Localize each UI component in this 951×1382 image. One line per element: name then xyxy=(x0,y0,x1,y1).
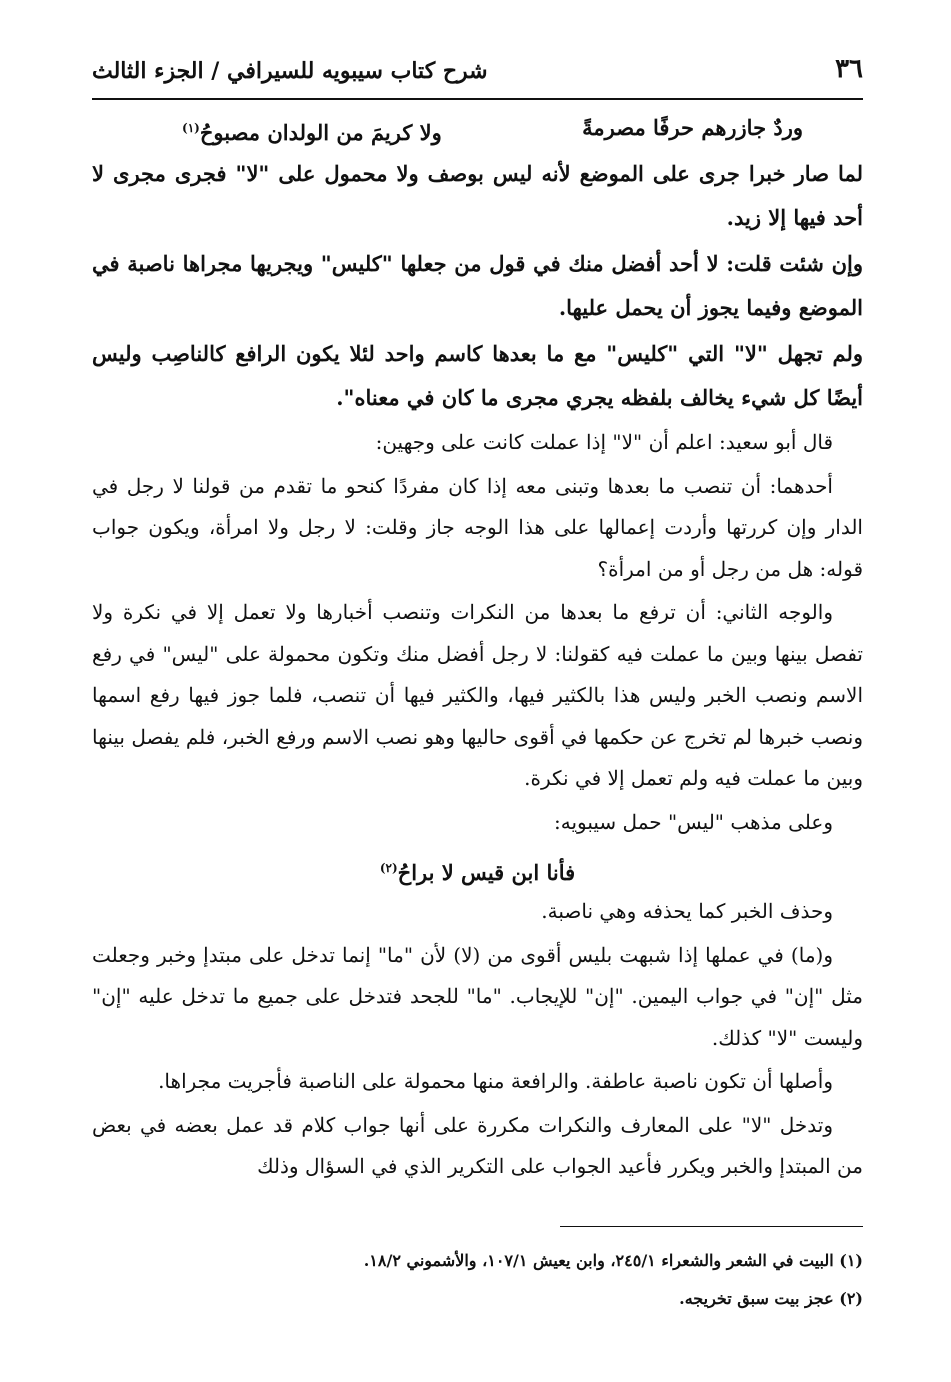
main-text xyxy=(92,104,863,1190)
page-header xyxy=(92,50,863,100)
paragraph: ولم تجهل "لا" التي "كليس" مع ما بعدها كاسم واحد لئلا يكون الرافع كالناصِب وليس أيضًا كل شيء يخالف بلفظه يجري مجرى ما كان في معناه". xyxy=(92,341,863,410)
paragraph: والوجه الثاني: أن ترفع ما بعدها من النكرات وتنصب أخبارها ولا تعمل إلا في نكرة ولا تفصل بينها وبين ما عملت فيه كقولنا: لا رجل أفضل منك وتكون محمولة على "ليس" في رفع الاسم ونصب الخبر وليس هذا بالكثير فيها، والكثير فيها أن تنصب، فلما جوز فيها رفع اسمها ونصب خبرها لم تخرج عن حكمها في أقوى حاليها وهو نصب الاسم ورفع الخبر، فلم يفصل بينها وبين ما عملت فيه ولم تعمل إلا في نكرة. xyxy=(92,600,863,790)
footnote-2: (٢) عجز بيت سبق تخريجه. xyxy=(679,1289,863,1308)
verse-hemistich-first: وردٌ جازرهم حرفًا مصرمةً xyxy=(582,115,803,140)
paragraph: وإن شئت قلت: لا أحد أفضل منك في قول من جعلها "كليس" ويجريها مجراها ناصبة في الموضع وفيما يجوز أن يحمل عليها. xyxy=(92,251,863,320)
page-number: ٣٦ xyxy=(835,54,863,84)
paragraph: وحذف الخبر كما يحذفه وهي ناصبة. xyxy=(541,899,833,923)
paragraph: قال أبو سعيد: اعلم أن "لا" إذا عملت كانت على وجهين: xyxy=(375,430,833,454)
verse-hemistich-second xyxy=(182,104,442,152)
footnotes xyxy=(92,1242,863,1318)
verse-text: فأنا ابن قيس لا براحُ xyxy=(397,860,576,885)
footnote-1: (١) البيت في الشعر والشعراء ٢٤٥/١، وابن يعيش ١٠٧/١، والأشموني ١٨/٢. xyxy=(363,1251,863,1270)
verse-hemistich-second-text: ولا كريمَ من الولدان مصبوحُ xyxy=(199,120,442,145)
paragraph: وأصلها أن تكون ناصبة عاطفة. والرافعة منها محمولة على الناصبة فأجريت مجراها. xyxy=(158,1069,833,1093)
footnote-ref-2[interactable]: (٢) xyxy=(379,861,398,875)
verse-line-centered xyxy=(92,845,863,891)
verse-line xyxy=(92,104,863,152)
paragraph: لما صار خبرا جرى على الموضع لأنه ليس بوصف ولا محمول على "لا" فجرى مجرى لا أحد فيها إلا زيد. xyxy=(92,161,863,230)
paragraph: وتدخل "لا" على المعارف والنكرات مكررة على أنها جواب كلام قد عمل بعضه في بعض من المبتدإ والخبر ويكرر فأعيد الجواب على التكرير الذي في السؤال وذلك xyxy=(92,1112,863,1178)
running-title: شرح كتاب سيبويه للسيرافي / الجزء الثالث xyxy=(92,58,488,84)
paragraph: أحدهما: أن تنصب ما بعدها وتبنى معه إذا كان مفردًا كنحو ما تقدم من قولنا لا رجل في الدار وإن كررتها وأردت إعمالها على هذا الوجه جاز وقلت: لا رجل ولا امرأة، ويكون جواب قوله: هل من رجل أو من امرأة؟ xyxy=(92,473,863,581)
paragraph: وعلى مذهب "ليس" حمل سيبويه: xyxy=(554,809,833,834)
footnote-divider xyxy=(560,1226,863,1227)
paragraph: و(ما) في عملها إذا شبهت بليس أقوى من (لا) لأن "ما" إنما تدخل على مبتدإ وخبر وجعلت مثل "إن" في جواب اليمين. "إن" للإيجاب. "ما" للجحد فتدخل على جميع ما تدخل عليه "إن" وليست "لا" كذلك. xyxy=(92,942,863,1050)
footnote-ref-1[interactable]: (١) xyxy=(182,121,200,135)
